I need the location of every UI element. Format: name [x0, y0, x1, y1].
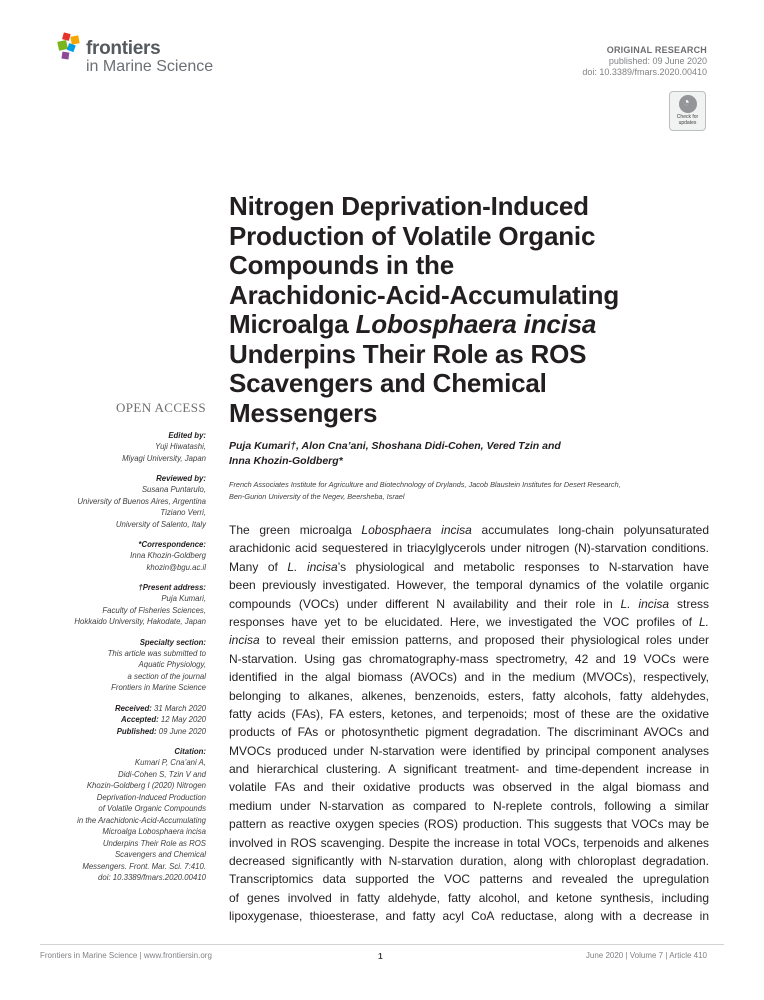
abstract-line: [229, 778, 709, 796]
specialty-line: Frontiers in Marine Science: [111, 683, 206, 692]
abstract-line: [229, 815, 709, 833]
logo-square-red: [62, 32, 71, 41]
citation-doi[interactable]: doi: 10.3389/fmars.2020.00410: [98, 873, 206, 882]
abstract-line: [229, 834, 709, 852]
published-date: published: 09 June 2020: [608, 56, 707, 66]
article-doi[interactable]: doi: 10.3389/fmars.2020.00410: [582, 67, 707, 77]
published-date-sidebar: [40, 726, 206, 738]
abstract-line: [229, 742, 709, 760]
article-type: ORIGINAL RESEARCH: [606, 45, 707, 55]
abstract-line: [229, 668, 709, 686]
abstract-line: [229, 650, 709, 668]
abstract-text: medium under N-starvation as compared to N-replete controls, following a similar: [229, 798, 709, 813]
abstract-text: volatile FAs and their oxidative products was observed in the algal biomass and: [229, 780, 709, 795]
title-line: Underpins Their Role as ROS: [229, 338, 587, 369]
reviewed-by-section: [40, 473, 206, 530]
abstract-text: N-starvation. Using gas chromatography-mass spectrometry, 42 and 19 VOCs were: [229, 651, 709, 666]
abstract-line: [229, 797, 709, 815]
affiliation: [229, 479, 709, 503]
abstract-italic-text: L. incisa: [620, 596, 670, 611]
frontiers-logo-icon: [56, 32, 82, 62]
abstract-text: and hierarchical clustering. A significant treatment- and time-dependent increase in: [229, 762, 709, 777]
edited-by-section: [40, 430, 206, 464]
citation-line: Microalga Lobosphaera incisa: [102, 827, 206, 836]
correspondent-email[interactable]: khozin@bgu.ac.il: [146, 562, 206, 572]
abstract-line: [229, 631, 709, 649]
citation-line: Underpins Their Role as ROS: [102, 838, 206, 848]
abstract-line: [229, 595, 709, 613]
abstract-text: pattern as reactive oxygen species (ROS) production. This suggests that VOCs may be: [229, 817, 709, 832]
article-meta: [582, 45, 707, 77]
abstract-line: [229, 907, 709, 925]
abstract-text: identified in the algal biomass (AVOCs) and in the medium (MVOCs), respectively,: [229, 670, 709, 685]
check-updates-icon: ◔: [679, 95, 697, 113]
abstract-line: [229, 870, 709, 888]
reviewer-line: University of Buenos Aires, Argentina: [77, 496, 206, 506]
abstract-text: lipoxygenase, thioesterase, and fatty acyl CoA reductase, along with a decrease in: [229, 909, 709, 924]
abstract-line: [229, 539, 709, 557]
affiliation-line: Ben-Gurion University of the Negev, Beersheba, Israel: [229, 492, 405, 501]
article-info-sidebar: [40, 400, 206, 893]
logo-square-orange: [70, 35, 79, 44]
article-title: [229, 192, 699, 428]
title-line: Arachidonic-Acid-Accumulating: [229, 279, 620, 310]
abstract-italic-text: L.: [698, 614, 709, 629]
authors-line: Puja Kumari†, Alon Cna’ani, Shoshana Didi-Cohen, Vered Tzin and: [229, 440, 561, 452]
title-line: Messengers: [229, 397, 378, 428]
abstract-text: ’s physiological and metabolic responses to N-starvation have: [337, 559, 709, 574]
dates-section: [40, 703, 206, 738]
abstract-text: belonging to alkanes, alkenes, benzenoids, esters, fatty alcohols, fatty aldehydes,: [229, 688, 709, 703]
section-heading: Edited by:: [168, 431, 206, 440]
title-text: Microalga: [229, 309, 356, 339]
citation-line: Scavengers and Chemical: [114, 850, 206, 859]
abstract-text: to reveal their emission patterns, and proposed their physiological roles under: [259, 633, 709, 648]
abstract-line: [229, 852, 709, 870]
title-line: Scavengers and Chemical: [229, 368, 547, 398]
logo-square-green: [57, 40, 68, 51]
abstract: [229, 521, 709, 926]
correspondent-name: Inna Khozin-Goldberg: [130, 551, 206, 560]
affiliation-line: French Associates Institute for Agriculture and Biotechnology of Drylands, Jacob Blaustein Institutes for Desert Research,: [229, 480, 621, 489]
abstract-text: involved in ROS scavenging. Despite the increase in total VOCs, terpenoids and alkenes: [229, 835, 709, 850]
title-line: Production of Volatile Organic: [229, 220, 596, 251]
citation-line: in the Arachidonic-Acid-Accumulating: [77, 815, 206, 825]
abstract-text: Many of: [229, 559, 288, 574]
abstract-text: of genes involved in fatty aldehyde, fatty alcohol, and ketone synthesis, including: [229, 890, 709, 905]
logo-square-purple: [61, 52, 69, 60]
journal-logo: [56, 32, 236, 80]
abstract-text: been previously investigated. However, the temporal dynamics of the volatile organic: [229, 578, 709, 593]
page-number: 1: [378, 951, 383, 961]
abstract-italic-text: Lobosphaera incisa: [361, 523, 472, 537]
specialty-line: This article was submitted to: [107, 648, 206, 658]
authors-line: Inna Khozin-Goldberg*: [229, 454, 343, 467]
accepted-date: [40, 714, 206, 726]
logo-square-blue: [67, 43, 76, 52]
footer-journal-link[interactable]: Frontiers in Marine Science | www.frontiersin.org: [40, 951, 212, 960]
abstract-italic-text: L. incisa: [287, 559, 338, 574]
abstract-text: responses have yet to be elucidated. Here, we investigated the VOC profiles of: [229, 614, 699, 629]
citation-line: Kumari P, Cna’ani A,: [134, 758, 206, 767]
section-heading: Citation:: [174, 747, 206, 756]
editor-line: Miyagi University, Japan: [122, 453, 206, 463]
published-value: 09 June 2020: [158, 726, 206, 736]
section-heading: Reviewed by:: [156, 474, 206, 483]
author-list: [229, 439, 699, 468]
address-line: Faculty of Fisheries Sciences,: [102, 605, 206, 615]
abstract-text: fatty acids (FAs), FA esters, ketones, and terpenoids; most of these are the oxidative: [229, 706, 709, 721]
citation-line: Messengers. Front. Mar. Sci. 7:410.: [82, 861, 206, 871]
abstract-line: [229, 558, 709, 576]
abstract-line: [229, 723, 709, 741]
received-label: Received:: [114, 703, 152, 713]
section-heading: †Present address:: [138, 583, 206, 592]
specialty-line: a section of the journal: [127, 671, 206, 681]
specialty-section: [40, 637, 206, 694]
citation-section: [40, 746, 206, 884]
address-line: Puja Kumari,: [161, 594, 206, 603]
abstract-text: decreased significantly with N-starvation duration, along with chloroplast degradation.: [229, 854, 709, 869]
abstract-italic-text: incisa: [229, 633, 260, 648]
present-address-section: [40, 582, 206, 628]
abstract-line: [229, 613, 709, 631]
footer-divider: [40, 944, 724, 945]
citation-line: Didi-Cohen S, Tzin V and: [118, 769, 206, 779]
abstract-line: [229, 705, 709, 723]
abstract-text: stress: [669, 596, 709, 611]
accepted-value: 12 May 2020: [160, 715, 206, 724]
correspondence-section: [40, 539, 206, 573]
reviewer-line: Tiziano Verri,: [160, 508, 206, 517]
published-label: Published:: [116, 726, 157, 736]
reviewer-line: University of Salento, Italy: [115, 519, 206, 529]
abstract-text: arachidonic acid sequestered in triacylglycerols under nitrogen (N)-starvation conditions.: [229, 541, 709, 556]
abstract-text: Transcriptomics data supported the VOC patterns and revealed the upregulation: [229, 872, 709, 887]
received-value: 31 March 2020: [153, 703, 206, 713]
footer-issue-info: June 2020 | Volume 7 | Article 410: [585, 951, 707, 960]
editor-line: Yuji Hiwatashi,: [155, 442, 206, 451]
check-updates-line2: updates: [678, 119, 697, 126]
abstract-line: [229, 760, 709, 778]
open-access-label: OPEN ACCESS: [115, 400, 206, 415]
abstract-text: accumulates long-chain polyunsaturated: [471, 523, 709, 537]
received-date: [40, 703, 206, 715]
abstract-line: [229, 521, 709, 539]
abstract-text: compounds (VOCs) under different N availability and their role in: [229, 596, 621, 611]
section-heading: Specialty section:: [139, 637, 206, 647]
section-heading: *Correspondence:: [138, 540, 206, 549]
abstract-text: products of FAs or photosynthetic pigment degradation. The discriminant AVOCs and: [229, 725, 709, 740]
reviewer-line: Susana Puntarulo,: [141, 485, 206, 494]
abstract-line: [229, 576, 709, 594]
title-line: Nitrogen Deprivation-Induced: [229, 191, 589, 221]
check-updates-line1: Check for: [676, 114, 699, 120]
accepted-label: Accepted:: [121, 715, 159, 724]
title-line: Compounds in the: [229, 250, 454, 280]
title-line: [229, 310, 699, 340]
abstract-line: [229, 889, 709, 907]
abstract-line: [229, 687, 709, 705]
citation-line: Khozin-Goldberg I (2020) Nitrogen: [86, 781, 206, 790]
citation-line: of Volatile Organic Compounds: [98, 804, 206, 813]
specialty-line: Aquatic Physiology,: [138, 660, 206, 669]
abstract-text: The green microalga: [229, 523, 362, 537]
journal-name: in Marine Science: [86, 58, 214, 75]
abstract-text: MVOCs produced under N-starvation were identified by principal component analyses: [229, 743, 709, 758]
address-line: Hokkaido University, Hakodate, Japan: [74, 617, 206, 626]
citation-line: Deprivation-Induced Production: [96, 792, 206, 802]
check-for-updates-badge[interactable]: [669, 91, 706, 131]
title-species: Lobosphaera incisa: [355, 309, 597, 339]
logo-wordmark: frontiers: [86, 38, 161, 59]
